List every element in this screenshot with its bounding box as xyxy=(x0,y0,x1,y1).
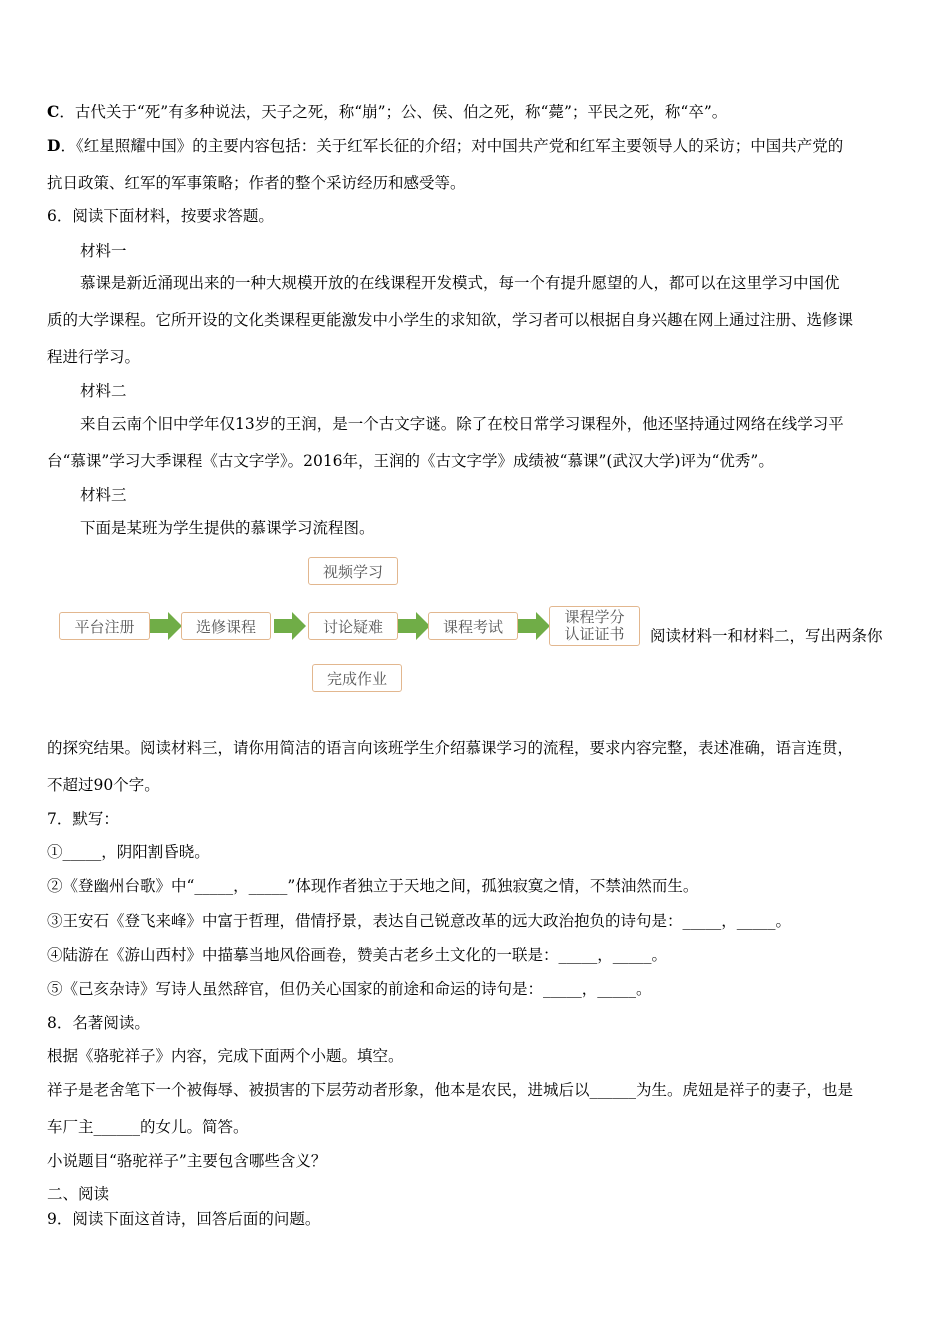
flow-video: 视频学习 xyxy=(308,557,398,585)
dictation-1: ①_____，阴阳割昏晓。 xyxy=(47,843,210,861)
flow-exam: 课程考试 xyxy=(428,612,518,640)
question-8: 8．名著阅读。 xyxy=(47,1014,150,1032)
material-2-text-2: 台“慕课”学习大季课程《古文字学》。2016年，王润的《古文字学》成绩被“慕课”(武汉大学)评为“优秀”。 xyxy=(47,452,774,470)
flow-homework: 完成作业 xyxy=(312,664,402,692)
material-1-text-3: 程进行学习。 xyxy=(47,348,141,366)
material-2-heading: 材料二 xyxy=(80,382,127,400)
section-reading: 二、阅读 xyxy=(47,1185,110,1203)
option-c: C．古代关于“死”有多种说法，天子之死，称“崩”；公、侯、伯之死，称“薨”；平民之死，称“卒”。 xyxy=(47,102,728,121)
question-8-fill-2: 车厂主______的女儿。简答。 xyxy=(47,1118,249,1136)
question-7: 7．默写： xyxy=(47,810,119,828)
dictation-4: ④陆游在《游山西村》中描摹当地风俗画卷，赞美古老乡土文化的一联是：_____，_____。 xyxy=(47,946,668,964)
option-d-cont: 抗日政策、红军的军事策略；作者的整个采访经历和感受等。 xyxy=(47,174,466,192)
dictation-2: ②《登幽州台歌》中“_____，_____”体现作者独立于天地之间，孤独寂寞之情，不禁油然而生。 xyxy=(47,877,699,895)
question-8-fill: 祥子是老舍笔下一个被侮辱、被损害的下层劳动者形象，他本是农民，进城后以______为生。虎妞是祥子的妻子，也是 xyxy=(47,1081,854,1099)
flow-certificate-line1: 课程学分 xyxy=(564,608,625,626)
flow-elective: 选修课程 xyxy=(181,612,271,640)
question-6-prompt-3: 不超过90个字。 xyxy=(47,776,160,794)
option-d: D．《红星照耀中国》的主要内容包括：关于红军长征的介绍；对中国共产党和红军主要领导人的采访；中国共产党的 xyxy=(47,136,844,155)
question-6-prompt: 阅读材料一和材料二，写出两条你 xyxy=(650,627,883,645)
flow-arrow-2 xyxy=(274,612,306,640)
material-1-text-2: 质的大学课程。它所开设的文化类课程更能激发中小学生的求知欲，学习者可以根据自身兴趣在网上通过注册、选修课 xyxy=(47,311,854,329)
material-1-heading: 材料一 xyxy=(80,242,127,260)
flow-arrow-1 xyxy=(150,612,182,640)
dictation-3: ③王安石《登飞来峰》中富于哲理，借情抒景，表达自己锐意改革的远大政治抱负的诗句是：_____，_____。 xyxy=(47,912,792,930)
question-6-prompt-2: 的探究结果。阅读材料三，请你用简洁的语言向该班学生介绍慕课学习的流程，要求内容完整，表述准确，语言连贯， xyxy=(47,739,854,757)
flow-arrow-4 xyxy=(518,612,550,640)
question-8-intro: 根据《骆驼祥子》内容，完成下面两个小题。填空。 xyxy=(47,1047,404,1065)
material-1-text: 慕课是新近涌现出来的一种大规模开放的在线课程开发模式，每一个有提升愿望的人，都可以在这里学习中国优 xyxy=(80,274,840,292)
flow-arrow-3 xyxy=(398,612,430,640)
question-8-short: 小说题目“骆驼祥子”主要包含哪些含义？ xyxy=(47,1152,327,1170)
question-9: 9．阅读下面这首诗，回答后面的问题。 xyxy=(47,1210,321,1228)
material-3-text: 下面是某班为学生提供的慕课学习流程图。 xyxy=(80,519,375,537)
flow-register: 平台注册 xyxy=(59,612,150,640)
flow-certificate-line2: 认证证书 xyxy=(564,625,625,643)
flow-certificate xyxy=(549,606,640,646)
material-3-heading: 材料三 xyxy=(80,486,127,504)
material-2-text: 来自云南个旧中学年仅13岁的王润，是一个古文字谜。除了在校日常学习课程外，他还坚持通过网络在线学习平 xyxy=(80,415,844,433)
dictation-5: ⑤《己亥杂诗》写诗人虽然辞官，但仍关心国家的前途和命运的诗句是：_____，_____。 xyxy=(47,980,652,998)
flow-discuss: 讨论疑难 xyxy=(308,612,398,640)
question-6: 6．阅读下面材料，按要求答题。 xyxy=(47,207,274,225)
